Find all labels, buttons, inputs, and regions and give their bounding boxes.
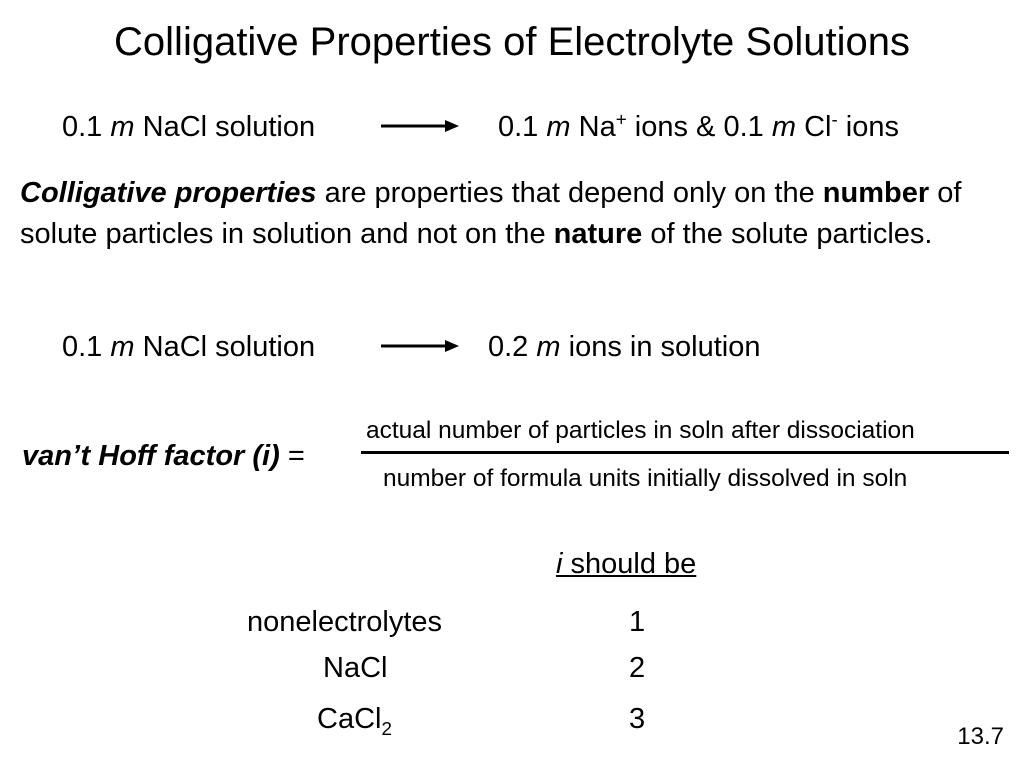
table-header-label: should be [570,548,697,580]
eq2-right-unit: m [536,331,561,363]
eq1-right-ion1: Na [578,111,616,143]
eq2-left-number: 0.1 [62,331,103,363]
eq1-right-unit2: m [771,111,796,143]
vant-hoff-term: van’t Hoff factor (i) [22,440,280,472]
eq2-arrow-icon [381,339,459,353]
vant-hoff-equals: = [287,440,305,472]
table-row-value: 1 [629,606,646,638]
eq1-left-unit: m [110,111,135,143]
definition-part2: of solute particles in solution and not on the [20,177,962,250]
eq1-right-end: ions [845,111,899,143]
eq1-left [62,109,315,145]
definition-term: Colligative properties [20,177,317,209]
eq1-right-unit1: m [546,111,571,143]
table-row-name: nonelectrolytes [247,606,443,638]
eq2-left-unit: m [110,331,135,363]
definition-paragraph [20,173,1010,255]
eq1-right-ion2: Cl [804,111,832,143]
eq1-right-mid: ions & 0.1 [634,111,764,143]
table-row-name-subscript: 2 [381,717,392,739]
table-row-name [317,701,392,737]
eq1-right-number1: 0.1 [498,111,539,143]
eq2-right-label: ions in solution [568,331,761,363]
eq2-right-number: 0.2 [488,331,529,363]
table-header [556,546,696,582]
eq1-right-ion1-charge: + [615,108,627,130]
fraction-bar [361,451,1009,454]
slide-title: Colligative Properties of Electrolyte Solutions [114,20,910,64]
table-row-name-text: CaCl [317,703,382,735]
table-row-value: 3 [629,703,646,735]
slide-number: 13.7 [957,723,1004,750]
fraction-numerator: actual number of particles in soln after dissociation [366,417,915,444]
eq1-left-number: 0.1 [62,111,103,143]
fraction-denominator: number of formula units initially dissolved in soln [383,465,908,492]
eq2-left-label: NaCl solution [142,331,316,363]
definition-part1: are properties that depend only on the [324,177,815,209]
definition-part3: of the solute particles. [650,218,933,250]
eq1-right-ion2-charge: - [831,108,838,130]
eq2-left [62,329,315,365]
definition-bold-nature: nature [553,218,643,250]
eq1-left-label: NaCl solution [142,111,316,143]
eq1-arrow-icon [381,119,459,133]
table-row-value: 2 [629,652,646,684]
definition-bold-number: number [822,177,930,209]
eq2-right [488,329,760,365]
vant-hoff-label [22,438,305,474]
table-row-name: NaCl [323,652,388,684]
table-header-italic: i [556,548,563,580]
eq1-right [498,109,899,145]
